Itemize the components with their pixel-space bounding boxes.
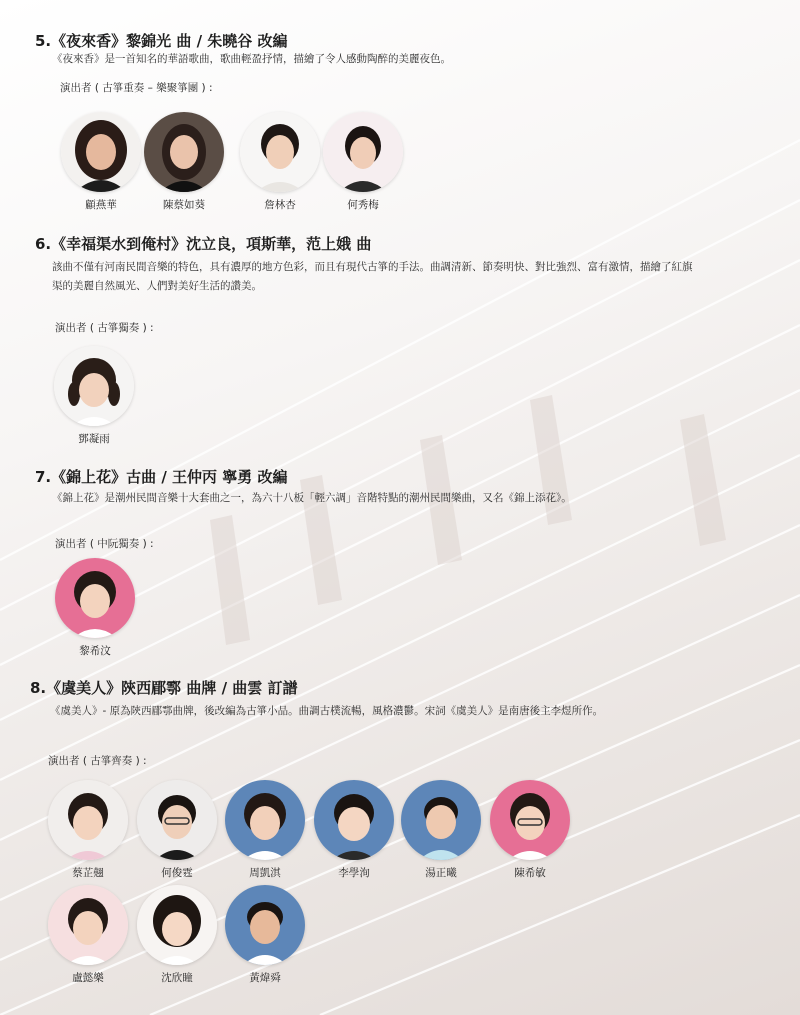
performer-photo bbox=[55, 558, 135, 638]
section-description: 《錦上花》是潮州民間音樂十大套曲之一，為六十八板「輕六調」音階特點的潮州民間樂曲，又名《錦上添花》。 bbox=[52, 492, 572, 504]
performer-name: 陳蔡如葵 bbox=[163, 199, 205, 211]
performer-card bbox=[222, 885, 308, 985]
performer-name: 詹林杏 bbox=[264, 199, 296, 211]
performer-card bbox=[222, 780, 308, 880]
performer-photo bbox=[137, 885, 217, 965]
section-title: 6.《幸福渠水到俺村》沈立良，項斯華，范上娥 曲 bbox=[35, 235, 372, 253]
performer-photo bbox=[323, 112, 403, 192]
section-5 bbox=[35, 30, 288, 51]
performer-name: 周凱淇 bbox=[249, 867, 281, 879]
performer-name: 顧燕華 bbox=[85, 199, 117, 211]
performer-card bbox=[58, 112, 144, 212]
performer-name: 沈欣瞳 bbox=[161, 972, 193, 984]
performer-name: 鄧凝雨 bbox=[78, 433, 110, 445]
section-description: 《夜來香》是一首知名的華語歌曲，歌曲輕盈抒情，描繪了令人感動陶醉的美麗夜色。 bbox=[52, 53, 451, 65]
performer-card bbox=[52, 558, 138, 658]
performers-label: 演出者 ( 古箏獨奏 ) : bbox=[55, 322, 154, 334]
performer-name: 盧懿樂 bbox=[72, 972, 104, 984]
performer-name: 陳希敏 bbox=[514, 867, 546, 879]
performer-card bbox=[487, 780, 573, 880]
performer-photo bbox=[225, 780, 305, 860]
performer-card bbox=[311, 780, 397, 880]
performer-photo bbox=[240, 112, 320, 192]
performers-label: 演出者 ( 古箏重奏 – 樂聚箏團 ) : bbox=[60, 82, 213, 94]
performer-name: 何秀梅 bbox=[347, 199, 379, 211]
performer-card bbox=[45, 885, 131, 985]
performer-name: 黎希汶 bbox=[79, 645, 111, 657]
performer-name: 李學洵 bbox=[338, 867, 370, 879]
performer-card bbox=[237, 112, 323, 212]
section-description bbox=[52, 258, 752, 296]
performers-label: 演出者 ( 中阮獨奏 ) : bbox=[55, 538, 154, 550]
performer-card bbox=[398, 780, 484, 880]
section-description: 《虞美人》- 原為陝西郿鄠曲牌，後改編為古箏小品。曲調古樸流暢，風格濃鬱。宋詞《虞美人》是南唐後主李煜所作。 bbox=[50, 705, 604, 717]
performer-photo bbox=[137, 780, 217, 860]
performer-card bbox=[141, 112, 227, 212]
performer-photo bbox=[54, 346, 134, 426]
performer-photo bbox=[144, 112, 224, 192]
performer-photo bbox=[48, 780, 128, 860]
performer-card bbox=[320, 112, 406, 212]
performer-card bbox=[134, 780, 220, 880]
performer-photo bbox=[225, 885, 305, 965]
performer-photo bbox=[61, 112, 141, 192]
performers-label: 演出者 ( 古箏齊奏 ) : bbox=[48, 755, 147, 767]
description-line: 該曲不僅有河南民間音樂的特色，具有濃厚的地方色彩，而且有現代古箏的手法。曲調清新、節奏明快、對比強烈、富有激情，描繪了紅旗 bbox=[52, 261, 693, 273]
section-title: 7.《錦上花》古曲 / 王仲丙 寧勇 改編 bbox=[35, 468, 288, 486]
performer-photo bbox=[48, 885, 128, 965]
performer-name: 蔡芷翹 bbox=[72, 867, 104, 879]
performer-photo bbox=[314, 780, 394, 860]
performer-card bbox=[45, 780, 131, 880]
performer-name: 何俊霆 bbox=[161, 867, 193, 879]
section-title: 5.《夜來香》黎錦光 曲 / 朱曉谷 改編 bbox=[35, 32, 288, 50]
performer-card bbox=[134, 885, 220, 985]
performer-name: 湯正曦 bbox=[425, 867, 457, 879]
performer-photo bbox=[490, 780, 570, 860]
performer-card bbox=[51, 346, 137, 446]
section-title: 8.《虞美人》陝西郿鄠 曲牌 / 曲雲 訂譜 bbox=[30, 679, 298, 697]
performer-photo bbox=[401, 780, 481, 860]
performer-name: 黃煒舜 bbox=[249, 972, 281, 984]
description-line: 渠的美麗自然風光、人們對美好生活的讚美。 bbox=[52, 280, 262, 292]
